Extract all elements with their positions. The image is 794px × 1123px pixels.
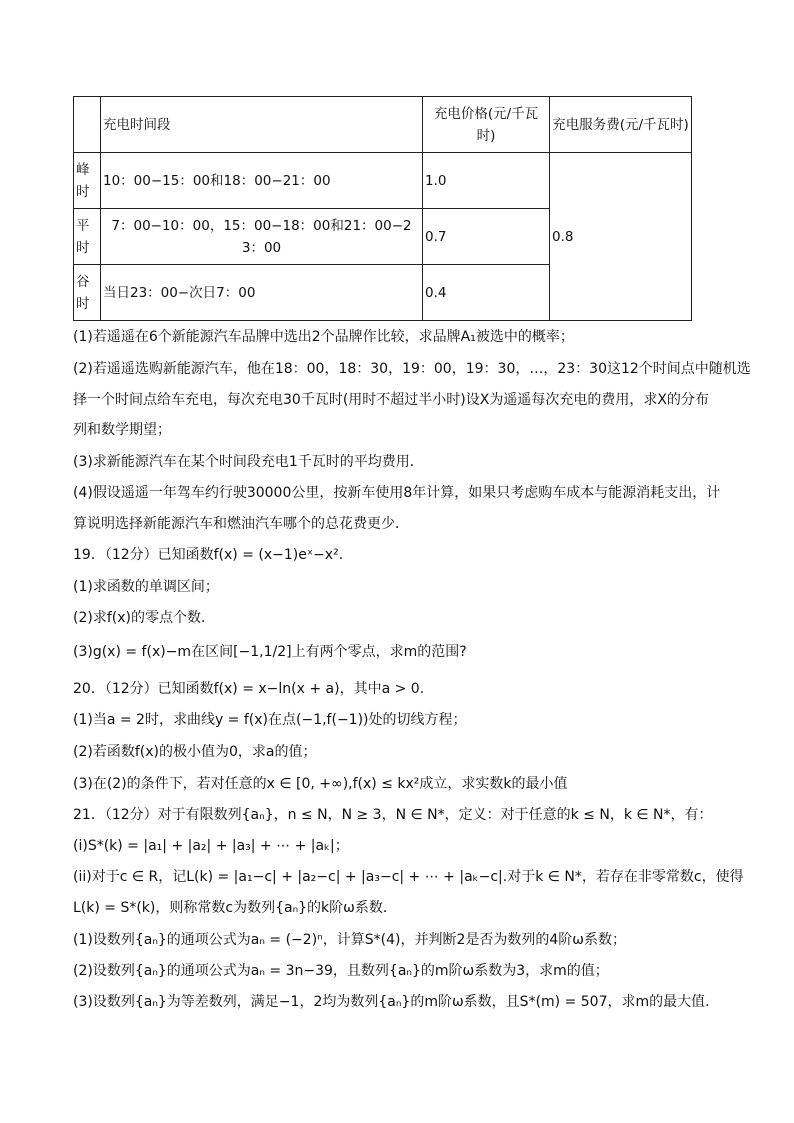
q18-part2-line1: (2)若遥遥选购新能源汽车，他在18：00，18：30，19：00，19：30，…，23：30这12个时间点中随机选 — [73, 361, 751, 377]
q20-part1: (1)当a = 2时，求曲线y = f(x)在点(−1,f(−1))处的切线方程； — [73, 712, 467, 728]
header-blank-cell — [74, 97, 101, 153]
q20-stem: 20．（12分）已知函数f(x) = x−ln(x + a)，其中a > 0. — [73, 681, 425, 697]
header-time-period: 充电时间段 — [101, 97, 423, 153]
charge-price: 0.7 — [423, 209, 550, 265]
time-range: 7：00−10：00，15：00−18：00和21：00−23：00 — [101, 209, 423, 265]
period-label: 峰时 — [74, 153, 101, 209]
q18-part2-line2: 择一个时间点给车充电，每次充电30千瓦时(用时不超过半小时)设X为遥遥每次充电的费用，求X的分布 — [73, 392, 709, 408]
period-label: 谷时 — [74, 265, 101, 321]
time-range: 当日23：00−次日7：00 — [101, 265, 423, 321]
q19-part1: (1)求函数的单调区间； — [73, 579, 219, 595]
q21-part3: (3)设数列{aₙ}为等差数列，满足−1，2均为数列{aₙ}的m阶ω系数，且S*(m) = 507，求m的最大值． — [73, 994, 720, 1010]
q21-def-ii-line2: L(k) = S*(k)，则称常数c为数列{aₙ}的k阶ω系数． — [73, 900, 397, 916]
q21-stem: 21．（12分）对于有限数列{aₙ}，n ≤ N，N ≥ 3，N ∈ N*，定义：对于任意的k ≤ N，k ∈ N*，有： — [73, 807, 713, 823]
q21-part1: (1)设数列{aₙ}的通项公式为aₙ = (−2)ⁿ，计算S*(4)，并判断2是否为数列的4阶ω系数； — [73, 932, 626, 948]
q21-def-ii-line1: (ii)对于c ∈ R，记L(k) = |a₁−c| + |a₂−c| + |a₃−c| + ⋯ + |aₖ−c|.对于k ∈ N*，若存在非零常数c，使得 — [73, 869, 744, 885]
charge-price: 0.4 — [423, 265, 550, 321]
q21-part2: (2)设数列{aₙ}的通项公式为aₙ = 3n−39，且数列{aₙ}的m阶ω系数为3，求m的值； — [73, 963, 609, 979]
q18-part1: (1)若遥遥在6个新能源汽车品牌中选出2个品牌作比较，求品牌A₁被选中的概率； — [73, 329, 574, 345]
header-service-fee: 充电服务费(元/千瓦时) — [550, 97, 692, 153]
period-label: 平时 — [74, 209, 101, 265]
q19-stem: 19．（12分）已知函数f(x) = (x−1)eˣ−x². — [73, 547, 344, 563]
charging-price-table — [73, 96, 692, 321]
header-charge-price: 充电价格(元/千瓦时) — [423, 97, 550, 153]
time-range: 10：00−15：00和18：00−21：00 — [101, 153, 423, 209]
q20-part2: (2)若函数f(x)的极小值为0，求a的值； — [73, 744, 317, 760]
service-fee: 0.8 — [550, 153, 692, 321]
q19-part2: (2)求f(x)的零点个数． — [73, 610, 215, 626]
table-header-row — [74, 97, 692, 153]
q18-part4-line2: 算说明选择新能源汽车和燃油汽车哪个的总花费更少． — [73, 516, 409, 532]
table-row — [74, 153, 692, 209]
q21-def-i: (i)S*(k) = |a₁| + |a₂| + |a₃| + ⋯ + |aₖ|； — [73, 838, 349, 854]
charge-price: 1.0 — [423, 153, 550, 209]
q18-part4-line1: (4)假设遥遥一年驾车约行驶30000公里，按新车使用8年计算，如果只考虑购车成本与能源消耗支出，计 — [73, 485, 721, 501]
q18-part3: (3)求新能源汽车在某个时间段充电1千瓦时的平均费用． — [73, 454, 424, 470]
q19-part3: (3)g(x) = f(x)−m在区间[−1,1/2]上有两个零点，求m的范围? — [73, 644, 467, 660]
q20-part3: (3)在(2)的条件下，若对任意的x ∈ [0, +∞),f(x) ≤ kx²成立，求实数k的最小值 — [73, 776, 568, 792]
q18-part2-line3: 列和数学期望； — [73, 422, 171, 438]
